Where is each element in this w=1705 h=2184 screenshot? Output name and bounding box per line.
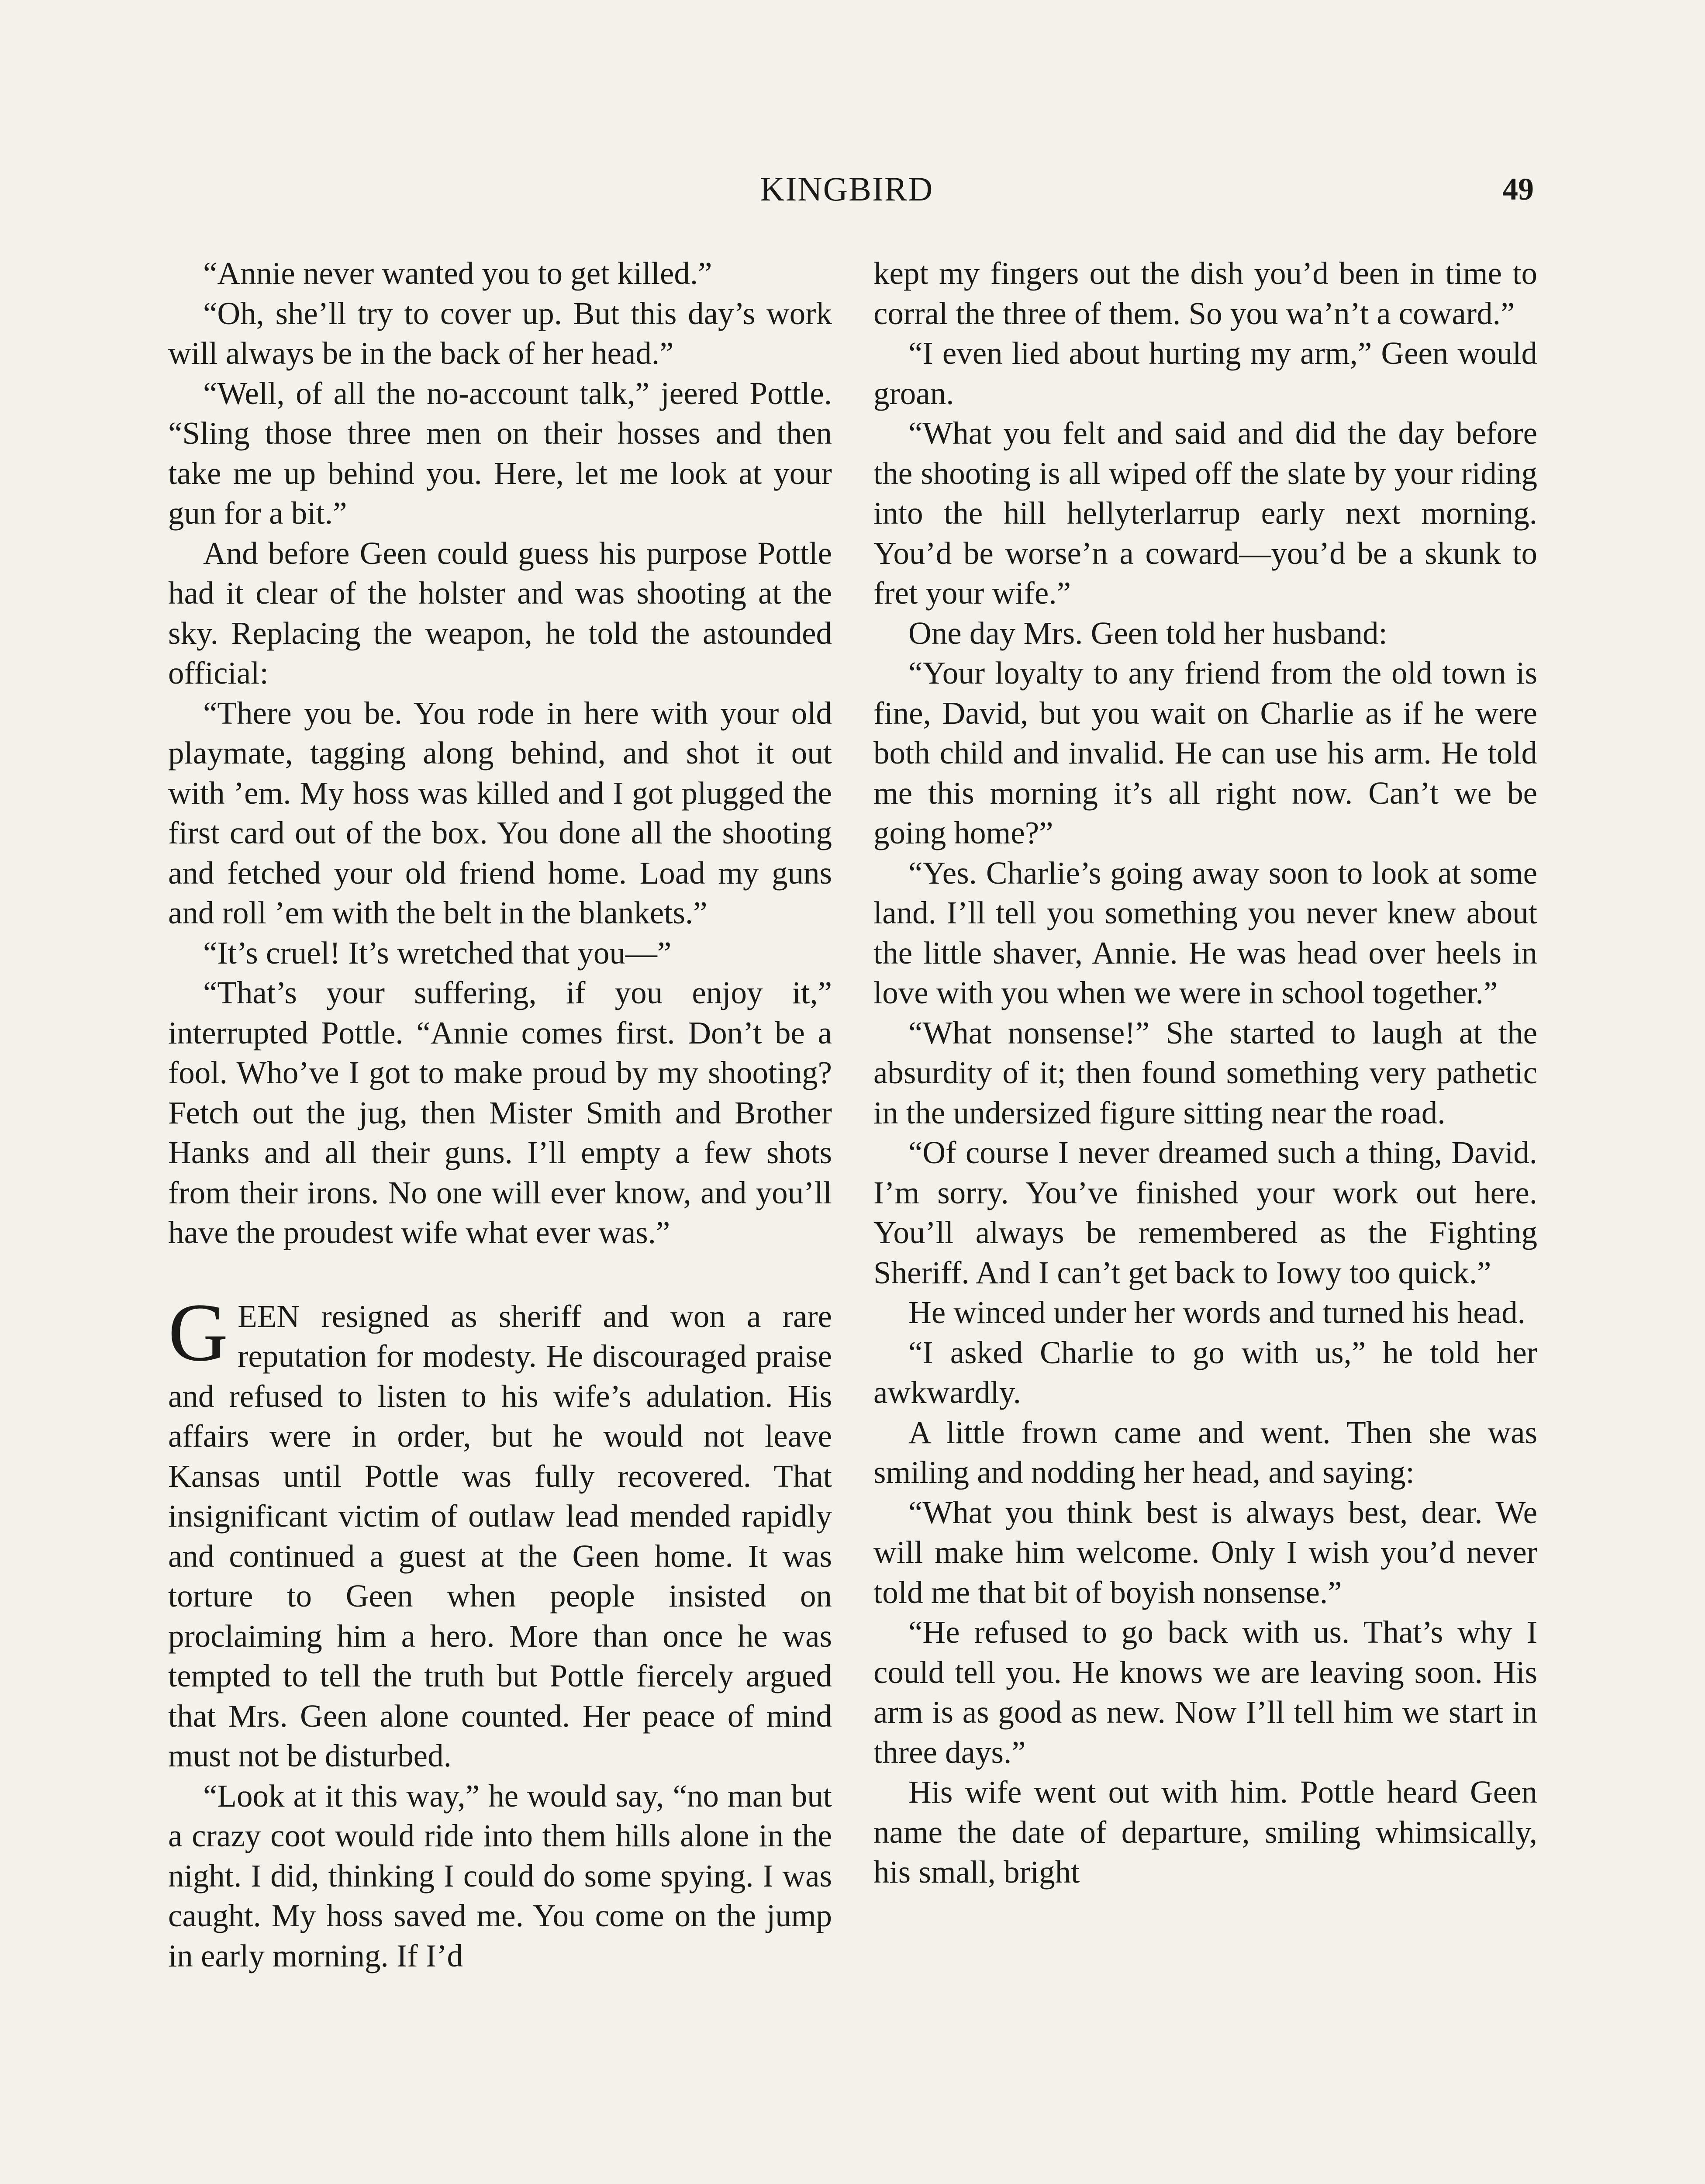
paragraph-text: “It’s cruel! It’s wretched that you—” — [203, 935, 672, 971]
paragraph-text: “Look at it this way,” he would say, “no man but a crazy coot would ride into them hills alone in the night. I did, thinking I could do some spying. I was caught. My hoss saved me. You come on the jump in early morning. If I’d — [168, 1778, 832, 1973]
paragraph-text: A little frown came and went. Then she was smiling and nodding her head, and saying: — [873, 1414, 1537, 1490]
paragraph-text: “Your loyalty to any friend from the old town is fine, David, but you wait on Charlie as if he were both child and invalid. He can use his arm. He told me this morning it’s all right now. Can’t we be going home?” — [873, 655, 1537, 850]
paragraph-text: “Yes. Charlie’s going away soon to look at some land. I’ll tell you something you never knew about the little shaver, Annie. He was head over heels in love with you when we were in school together.” — [873, 855, 1537, 1010]
paragraph-text: “There you be. You rode in here with your old playmate, tagging along behind, and shot it out with ’em. My hoss was killed and I got plugged the first card out of the box. You done all the shooting and fetched your old friend home. Load my guns and roll ’em with the belt in the blankets.” — [168, 695, 832, 930]
paragraph-text: “Well, of all the no-account talk,” jeered Pottle. “Sling those three men on their hosses and then take me up behind you. Here, let me look at your gun for a bit.” — [168, 375, 832, 531]
paragraph-text: “What you think best is always best, dear. We will make him welcome. Only I wish you’d never told me that bit of boyish nonsense.” — [873, 1494, 1537, 1610]
paragraph — [873, 413, 1537, 613]
paragraph — [873, 613, 1537, 653]
paragraph — [168, 973, 832, 1253]
paragraph — [873, 1333, 1537, 1413]
paragraph — [873, 653, 1537, 853]
paragraph — [168, 533, 832, 693]
paragraph-text: He winced under her words and turned his head. — [908, 1295, 1526, 1330]
running-head-title: KINGBIRD — [760, 170, 934, 208]
paragraph — [168, 933, 832, 973]
paragraph-text: “Annie never wanted you to get killed.” — [203, 256, 712, 291]
paragraph-text: “What nonsense!” She started to laugh at the absurdity of it; then found something very pathetic in the undersized figure sitting near the road. — [873, 1015, 1537, 1130]
drop-cap: G — [168, 1286, 228, 1379]
paragraph — [873, 853, 1537, 1013]
paragraph — [168, 373, 832, 533]
paragraph-text: “I asked Charlie to go with us,” he told her awkwardly. — [873, 1334, 1537, 1410]
paragraph — [873, 333, 1537, 413]
paragraph — [873, 1133, 1537, 1292]
paragraph-text: His wife went out with him. Pottle heard Geen name the date of departure, smiling whimsically, his small, bright — [873, 1774, 1537, 1890]
paragraph — [168, 1286, 832, 1776]
paragraph — [873, 1413, 1537, 1493]
paragraph — [873, 1013, 1537, 1133]
paragraph — [873, 1772, 1537, 1892]
paragraph — [168, 1776, 832, 1976]
paragraph-text: EEN resigned as sheriff and won a rare reputation for modesty. He discouraged praise and refused to listen to his wife’s adulation. His affairs were in order, but he would not leave Kansas until Pottle was fully recovered. That insignificant victim of outlaw lead mended rapidly and continued a guest at the Geen home. It was torture to Geen when people insisted on proclaiming him a hero. More than once he was tempted to tell the truth but Pottle fiercely argued that Mrs. Geen alone counted. Her peace of mind must not be disturbed. — [168, 1298, 832, 1773]
paragraph-text: “That’s your suffering, if you enjoy it,” interrupted Pottle. “Annie comes first. Don’t be a fool. Who’ve I got to make proud by my shooting? Fetch out the jug, then Mister Smith and Brother Hanks and all their guns. I’ll empty a few shots from their irons. No one will ever know, and you’ll have the proudest wife what ever was.” — [168, 975, 832, 1250]
paragraph-text: “Oh, she’ll try to cover up. But this day’s work will always be in the back of her head.” — [168, 295, 832, 371]
paragraph — [873, 1292, 1537, 1333]
paragraph-text: “I even lied about hurting my arm,” Geen would groan. — [873, 335, 1537, 411]
paragraph — [873, 253, 1537, 333]
paragraph-text: And before Geen could guess his purpose Pottle had it clear of the holster and was shooting at the sky. Replacing the weapon, he told the astounded official: — [168, 535, 832, 691]
paragraph-text: One day Mrs. Geen told her husband: — [908, 615, 1387, 651]
paragraph — [168, 294, 832, 373]
paragraph-text: kept my fingers out the dish you’d been in time to corral the three of them. So you wa’n’t a coward.” — [873, 256, 1537, 331]
paragraph-text: “Of course I never dreamed such a thing, David. I’m sorry. You’ve finished your work out here. You’ll always be remembered as the Fighting Sheriff. And I can’t get back to Iowy too quick.” — [873, 1135, 1537, 1290]
paragraph — [168, 253, 832, 294]
right-text-column — [873, 253, 1537, 1892]
paragraph-text: “He refused to go back with us. That’s why I could tell you. He knows we are leaving soon. His arm is as good as new. Now I’ll tell him we start in three days.” — [873, 1614, 1537, 1770]
left-text-column — [168, 253, 832, 1976]
paragraph — [873, 1612, 1537, 1772]
paragraph — [873, 1493, 1537, 1613]
paragraph-text: “What you felt and said and did the day before the shooting is all wiped off the slate by your riding into the hill hellyterlarrup early next morning. You’d be worse’n a coward—you’d be a skunk to fret your wife.” — [873, 415, 1537, 611]
paragraph — [168, 693, 832, 933]
page-number: 49 — [1502, 172, 1534, 207]
